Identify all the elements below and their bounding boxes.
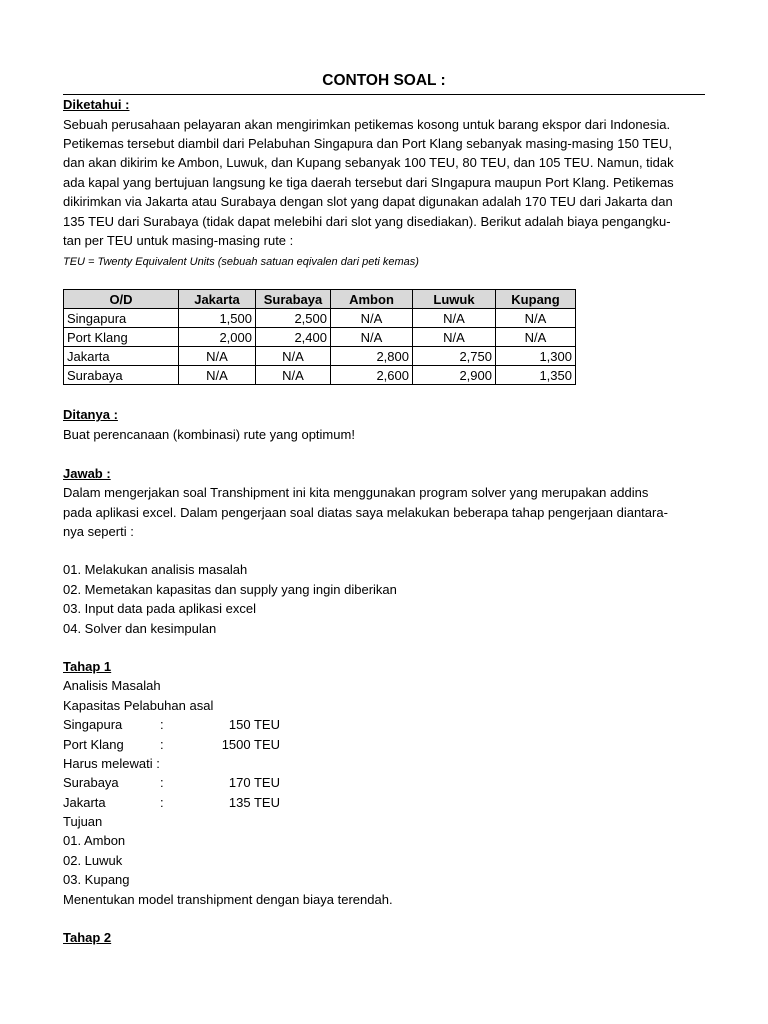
table-cell: N/A (256, 366, 331, 385)
table-cell: 2,900 (413, 366, 496, 385)
table-cell: 2,600 (331, 366, 413, 385)
table-header: Jakarta (179, 290, 256, 309)
table-cell: 2,750 (413, 347, 496, 366)
table-row (64, 347, 576, 366)
table-cell: N/A (496, 328, 576, 347)
diketahui-line-4: ada kapal yang bertujuan langsung ke tiga daerah tersebut dari SIngapura maupun Port Klang. Petikemas (63, 175, 674, 190)
tahap2-heading: Tahap 2 (63, 930, 112, 945)
table-cell: N/A (413, 309, 496, 328)
table-cell: 1,350 (496, 366, 576, 385)
diketahui-line-5: dikirimkan via Jakarta atau Surabaya dengan slot yang dapat digunakan adalah 170 TEU dari Jakarta dan (63, 194, 673, 209)
table-cell: 2,000 (179, 328, 256, 347)
jawab-line-2: pada aplikasi excel. Dalam pengerjaan soal diatas saya melakukan beberapa tahap pengerjaan diantara- (63, 505, 668, 520)
diketahui-line-6: 135 TEU dari Surabaya (tidak dapat melebihi dari slot yang disediakan). Berikut adalah biaya pengangku- (63, 214, 671, 229)
cost-table (63, 289, 576, 385)
origin-separator: : (160, 717, 164, 732)
table-cell: 2,400 (256, 328, 331, 347)
table-header: O/D (64, 290, 179, 309)
table-cell: N/A (256, 347, 331, 366)
origin-name: Port Klang (63, 737, 124, 752)
tahap1-conclusion: Menentukan model transhipment dengan biaya terendah. (63, 892, 393, 907)
table-cell: 2,500 (256, 309, 331, 328)
jawab-line-1: Dalam mengerjakan soal Transhipment ini kita menggunakan program solver yang merupakan addins (63, 485, 649, 500)
table-cell: N/A (413, 328, 496, 347)
via-separator: : (160, 795, 164, 810)
via-name: Jakarta (63, 795, 106, 810)
tujuan-item: 02. Luwuk (63, 853, 123, 868)
table-cell: N/A (496, 309, 576, 328)
tujuan-item: 01. Ambon (63, 833, 126, 848)
table-cell: N/A (179, 347, 256, 366)
origin-name: Singapura (63, 717, 123, 732)
table-cell: N/A (331, 328, 413, 347)
table-cell: N/A (179, 366, 256, 385)
tujuan-item: 03. Kupang (63, 872, 130, 887)
table-cell: Surabaya (64, 366, 179, 385)
step-item: 04. Solver dan kesimpulan (63, 621, 217, 636)
title-rule (63, 70, 705, 95)
table-cell: N/A (331, 309, 413, 328)
table-cell: Singapura (64, 309, 179, 328)
table-row (64, 309, 576, 328)
via-value: 170 TEU (228, 775, 280, 790)
via-label: Harus melewati : (63, 756, 160, 771)
via-separator: : (160, 775, 164, 790)
table-cell: 1,300 (496, 347, 576, 366)
table-header: Luwuk (413, 290, 496, 309)
origin-separator: : (160, 737, 164, 752)
tahap1-subtitle: Analisis Masalah (63, 678, 161, 693)
ditanya-heading: Ditanya : (63, 407, 118, 422)
diketahui-heading: Diketahui : (63, 97, 130, 112)
tahap1-heading: Tahap 1 (63, 659, 112, 674)
via-name: Surabaya (63, 775, 119, 790)
via-value: 135 TEU (228, 795, 280, 810)
ditanya-text: Buat perencanaan (kombinasi) rute yang optimum! (63, 427, 355, 442)
page-title: CONTOH SOAL : (322, 72, 446, 89)
table-cell: Jakarta (64, 347, 179, 366)
table-row (64, 328, 576, 347)
jawab-heading: Jawab : (63, 466, 111, 481)
kapasitas-label: Kapasitas Pelabuhan asal (63, 698, 214, 713)
diketahui-line-2: Petikemas tersebut diambil dari Pelabuhan Singapura dan Port Klang sebanyak masing-masing 150 TEU, (63, 136, 672, 151)
diketahui-line-1: Sebuah perusahaan pelayaran akan mengirimkan petikemas kosong untuk barang ekspor dari Indonesia. (63, 117, 671, 132)
step-item: 01. Melakukan analisis masalah (63, 562, 248, 577)
diketahui-line-7: tan per TEU untuk masing-masing rute : (63, 233, 294, 248)
jawab-line-3: nya seperti : (63, 524, 134, 539)
origin-value: 1500 TEU (221, 737, 280, 752)
tujuan-label: Tujuan (63, 814, 103, 829)
table-header: Ambon (331, 290, 413, 309)
origin-value: 150 TEU (228, 717, 280, 732)
table-header: Kupang (496, 290, 576, 309)
table-cell: Port Klang (64, 328, 179, 347)
table-row (64, 366, 576, 385)
step-item: 02. Memetakan kapasitas dan supply yang ingin diberikan (63, 582, 397, 597)
step-item: 03. Input data pada aplikasi excel (63, 601, 256, 616)
table-cell: 2,800 (331, 347, 413, 366)
teu-note: TEU = Twenty Equivalent Units (sebuah satuan eqivalen dari peti kemas) (63, 256, 419, 268)
table-header-row (64, 290, 576, 309)
diketahui-line-3: dan akan dikirim ke Ambon, Luwuk, dan Kupang sebanyak 100 TEU, 80 TEU, dan 105 TEU. Namun, tidak (63, 155, 674, 170)
table-header: Surabaya (256, 290, 331, 309)
table-cell: 1,500 (179, 309, 256, 328)
